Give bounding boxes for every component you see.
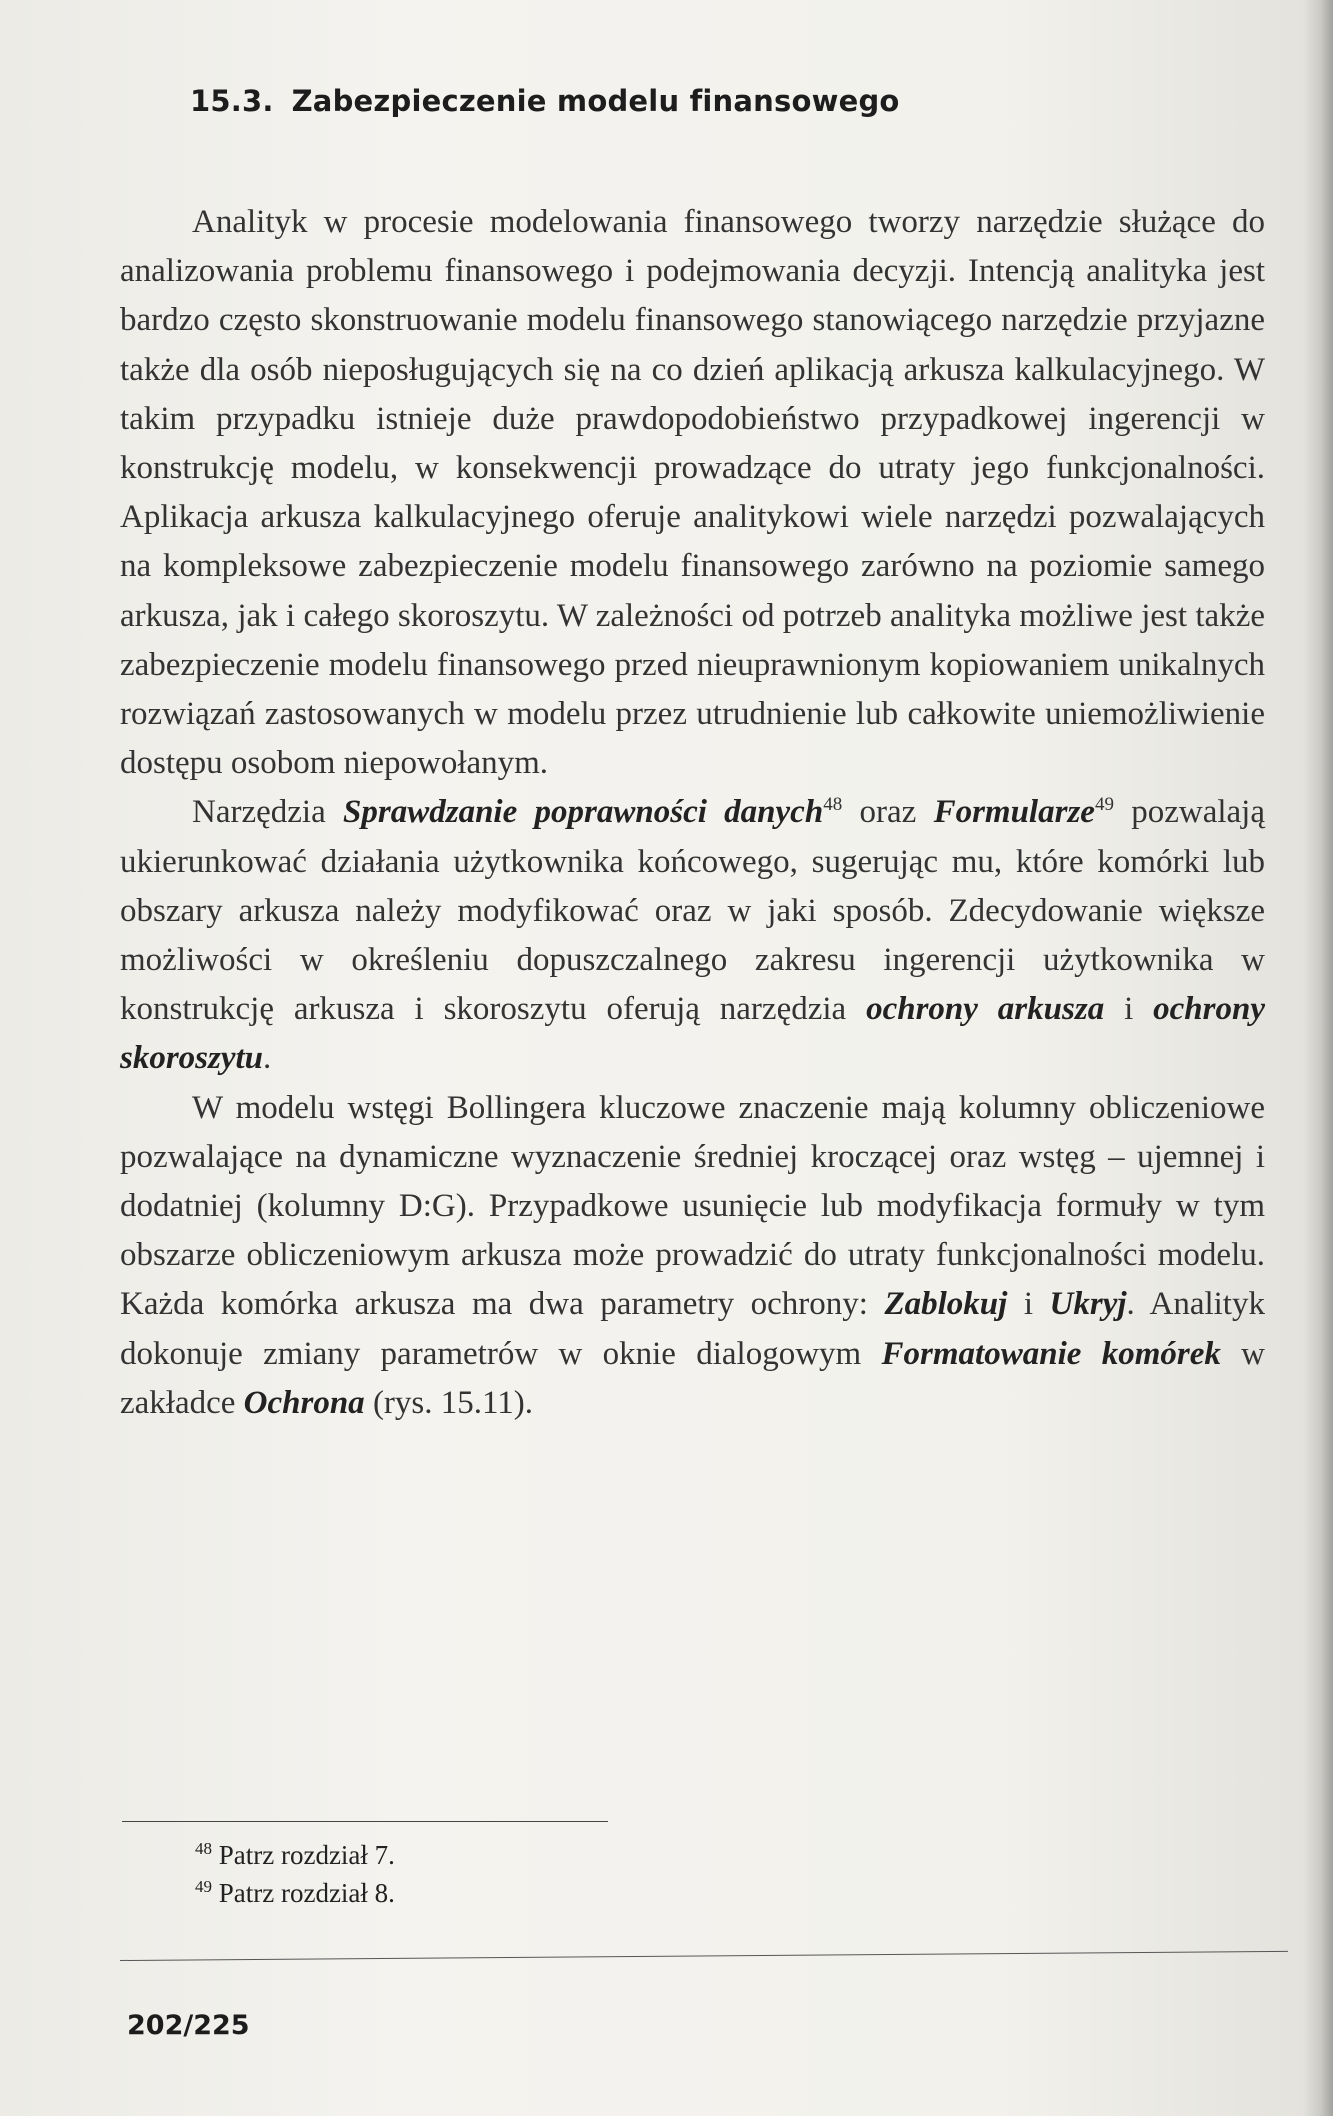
p2-text-3: pozwalają ukierunkować działania użytkownika końcowego, sugerując mu, które komórki lub obszary arkusza należy modyfikować oraz w jaki sposób. Zdecydowanie większe możliwości w określeniu dopuszczalnego zakresu ingerencji użytkownika w konstrukcję arkusza i skoroszytu oferują narzędzia bbox=[120, 794, 1265, 1028]
footnote-ref-48[interactable]: 48 bbox=[823, 794, 843, 816]
term-workbook-protection: ochrony skoroszytu bbox=[120, 991, 1265, 1077]
footnote-text: Patrz rozdział 8. bbox=[212, 1878, 395, 1908]
p2-text-4: i bbox=[1104, 991, 1154, 1028]
page-number: 202/225 bbox=[127, 2010, 250, 2041]
p2-text-2: oraz bbox=[842, 794, 934, 831]
term-sheet-protection: ochrony arkusza bbox=[866, 991, 1105, 1028]
p3-text-4: w zakładce bbox=[120, 1335, 1265, 1421]
p3-text-2: i bbox=[1007, 1286, 1050, 1323]
footnote-number: 49 bbox=[195, 1877, 212, 1896]
term-format-cells: Formatowanie komórek bbox=[881, 1335, 1221, 1372]
term-forms: Formularze bbox=[933, 794, 1095, 831]
section-number: 15.3. bbox=[190, 84, 274, 118]
term-protection-tab: Ochrona bbox=[243, 1384, 365, 1421]
footnote-number: 48 bbox=[195, 1839, 212, 1858]
p3-text-1: W modelu wstęgi Bollingera kluczowe znaczenie mają kolumny obliczeniowe pozwalające na dynamiczne wyznaczenie średniej kroczącej oraz wstęg – ujemnej i dodatniej (kolumny D:G). Przypadkowe usunięcie lub modyfikacja formuły w tym obszarze obliczeniowym arkusza może prowadzić do utraty funkcjonalności modelu. Każda komórka arkusza ma dwa parametry ochrony: bbox=[120, 1089, 1265, 1323]
p2-text-1: Narzędzia bbox=[192, 794, 344, 831]
section-title: Zabezpieczenie modelu finansowego bbox=[291, 84, 900, 118]
p3-text-3: . Analityk dokonuje zmiany parametrów w oknie dialogowym bbox=[120, 1286, 1265, 1372]
term-hide: Ukryj bbox=[1049, 1286, 1127, 1323]
bottom-divider bbox=[120, 1951, 1288, 1961]
footnote-ref-49[interactable]: 49 bbox=[1094, 794, 1114, 816]
p3-text-5: (rys. 15.11). bbox=[364, 1384, 534, 1421]
footnotes bbox=[195, 1836, 395, 1912]
term-lock: Zablokuj bbox=[884, 1286, 1008, 1323]
paragraph-2 bbox=[120, 788, 1265, 1083]
footnote-49 bbox=[195, 1874, 395, 1912]
term-data-validation: Sprawdzanie poprawności danych bbox=[343, 794, 824, 831]
page-edge-shadow bbox=[1303, 0, 1333, 2116]
footnote-divider bbox=[122, 1821, 608, 1822]
section-heading bbox=[190, 84, 900, 118]
footnote-text: Patrz rozdział 7. bbox=[212, 1840, 395, 1870]
paragraph-1: Analityk w procesie modelowania finansowego tworzy narzędzie służące do analizowania problemu finansowego i podejmowania decyzji. Intencją analityka jest bardzo często skonstruowanie modelu finansowego stanowiącego narzędzie przyjazne także dla osób nieposługujących się na co dzień aplikacją arkusza kalkulacyjnego. W takim przypadku istnieje duże prawdopodobieństwo przypadkowej ingerencji w konstrukcję modelu, w konsekwencji prowadzące do utraty jego funkcjonalności. Aplikacja arkusza kalkulacyjnego oferuje analitykowi wiele narzędzi pozwalających na kompleksowe zabezpieczenie modelu finansowego zarówno na poziomie samego arkusza, jak i całego skoroszytu. W zależności od potrzeb analityka możliwe jest także zabezpieczenie modelu finansowego przed nieuprawnionym kopiowaniem unikalnych rozwiązań zastosowanych w modelu przez utrudnienie lub całkowite uniemożliwienie dostępu osobom niepowołanym. bbox=[120, 204, 1265, 782]
footnote-48 bbox=[195, 1836, 395, 1874]
p2-text-5: . bbox=[263, 1040, 272, 1077]
body-text bbox=[120, 198, 1265, 1428]
paragraph-3 bbox=[120, 1084, 1265, 1428]
